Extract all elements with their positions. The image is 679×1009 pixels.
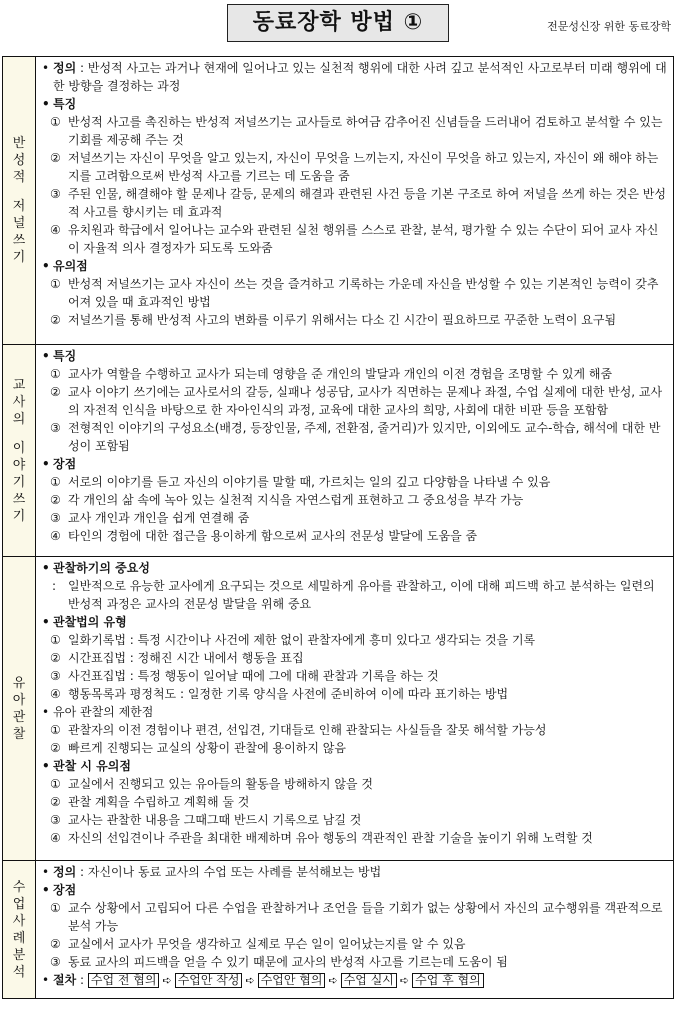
section-label xyxy=(3,557,36,861)
features-heading: • 특징 xyxy=(42,347,667,365)
list-item: ④ 유치원과 학급에서 일어나는 교수와 관련된 실천 행위를 스스로 관찰, 분석, 평가할 수 있는 수단이 되어 교사 자신이 자율적 의사 결정자가 되도록 도와줌 xyxy=(50,223,659,255)
list-item: ① 교사가 역할을 수행하고 교사가 되는데 영향을 준 개인의 발달과 개인의 이전 경험을 조명할 수 있게 해줌 xyxy=(50,367,613,381)
label-char: 쓰 xyxy=(12,491,26,507)
label-char: 석 xyxy=(12,964,26,980)
list-item: ④ 타인의 경험에 대한 접근을 용이하게 함으로써 교사의 전문성 발달에 도움을 줌 xyxy=(50,529,478,543)
label-char: 업 xyxy=(12,896,26,912)
cautions-heading: • 관찰 시 유의점 xyxy=(42,757,667,775)
section-reflective-journal xyxy=(3,57,674,345)
procedure xyxy=(42,971,667,990)
label-char: 관 xyxy=(12,709,26,725)
section-label xyxy=(3,57,36,345)
label-char: 수 xyxy=(12,879,26,895)
notes-heading: • 유의점 xyxy=(42,257,667,275)
procedure-sep: : xyxy=(80,973,85,987)
label-char: 찰 xyxy=(12,726,26,742)
definition-text: : 자신이나 동료 교사의 수업 또는 사례를 분석해보는 방법 xyxy=(80,865,382,879)
label-char: 유 xyxy=(12,675,26,691)
label-char: 아 xyxy=(12,692,26,708)
label-char: 저 xyxy=(12,199,26,214)
list-item: ① 일화기록법 : 특정 시간이나 사건에 제한 없이 관찰자에게 흥미 있다고 생각되는 것을 기록 xyxy=(50,633,536,647)
label-char: 사 xyxy=(12,394,26,410)
label-char: 교 xyxy=(12,377,26,393)
section-label xyxy=(3,861,36,999)
label-char: 기 xyxy=(12,250,26,265)
list-item: ③ 주된 인물, 해결해야 할 문제나 갈등, 문제의 해결과 관련된 사건 등을 기본 구조로 하여 저널을 쓰게 하는 것은 반성적 사고를 향시키는 데 효과적 xyxy=(50,187,666,219)
section-body xyxy=(36,345,674,557)
label-char: 반 xyxy=(12,136,26,151)
list-item: ② 저널쓰기는 자신이 무엇을 알고 있는지, 자신이 무엇을 느끼는지, 자신이 무엇을 하고 있는지, 자신이 왜 해야 하는지를 고려함으로써 반성적 사고를 기르는 데 도움을 줌 xyxy=(50,151,659,183)
procedure-step: 수업 실시 xyxy=(341,973,397,988)
label-char: 성 xyxy=(12,153,26,168)
definition-label: 정의 xyxy=(53,61,77,75)
procedure-step: 수업 전 협의 xyxy=(88,973,160,988)
importance-text: : 일반적으로 유능한 교사에게 요구되는 것으로 세밀하게 유아를 관찰하고, 이에 대해 피드백 하고 분석하는 일련의 반성적 과정은 교사의 전문성 발달을 위해 중요 xyxy=(52,579,655,611)
procedure-label: 절차 xyxy=(53,973,77,987)
label-char: 야 xyxy=(12,457,26,473)
list-item: ② 각 개인의 삶 속에 녹아 있는 실천적 지식을 자연스럽게 표현하고 그 중요성을 부각 가능 xyxy=(50,493,524,507)
label-char: 분 xyxy=(12,947,26,963)
list-item: ② 빠르게 진행되는 교실의 상황이 관찰에 용이하지 않음 xyxy=(50,741,346,755)
advantages-heading: • 장점 xyxy=(42,881,667,899)
content-table xyxy=(2,56,674,999)
list-item: ② 저널쓰기를 통해 반성적 사고의 변화를 이루기 위해서는 다소 긴 시간이 필요하므로 꾸준한 노력이 요구됨 xyxy=(50,313,617,327)
section-body xyxy=(36,557,674,861)
list-item: ① 반성적 사고를 촉진하는 반성적 저널쓰기는 교사들로 하여금 감추어진 신념들을 드러내어 검토하고 분석할 수 있는 기회를 제공해 주는 것 xyxy=(50,115,663,147)
section-teacher-story xyxy=(3,345,674,557)
list-item: ③ 사건표집법 : 특정 행동이 일어날 때에 그에 대해 관찰과 기록을 하는 것 xyxy=(50,669,439,683)
label-char: 쓰 xyxy=(12,233,26,248)
procedure-step: 수업안 협의 xyxy=(258,973,326,988)
arrow-icon: ➪ xyxy=(399,974,410,987)
arrow-icon: ➪ xyxy=(328,974,338,987)
definition-text: : 반성적 사고는 과거나 현재에 일어나고 있는 실천적 행위에 대한 사려 깊고 분석적인 사고로부터 미래 행위에 대한 방향을 결정하는 과정 xyxy=(53,61,667,93)
definition xyxy=(42,59,667,95)
list-item: ② 교실에서 교사가 무엇을 생각하고 실제로 무슨 일이 일어났는지를 알 수 있음 xyxy=(50,937,466,951)
label-char: 례 xyxy=(12,930,26,946)
list-item: ③ 동료 교사의 피드백을 얻을 수 있기 때문에 교사의 반성적 사고를 기르는데 도움이 됨 xyxy=(50,955,508,969)
list-item: ① 서로의 이야기를 듣고 자신의 이야기를 말할 때, 가르치는 일의 깊고 다양함을 나타낼 수 있음 xyxy=(50,475,551,489)
advantages-heading: • 장점 xyxy=(42,455,667,473)
list-item: ② 교사 이야기 쓰기에는 교사로서의 갈등, 실패나 성공담, 교사가 직면하는 문제나 좌절, 수업 실제에 대한 반성, 교사의 자전적 인식을 바탕으로 한 자아인식의 과정, 교육에 대한 교사의 희망, 사회에 대한 비판 등을 포함함 xyxy=(50,385,663,417)
procedure-step: 수업안 작성 xyxy=(175,973,243,988)
label-char: 적 xyxy=(12,170,26,185)
types-heading: • 관찰법의 유형 xyxy=(42,613,667,631)
limits-heading: • 유아 관찰의 제한점 xyxy=(42,703,667,721)
label-char: 이 xyxy=(12,440,26,456)
section-body xyxy=(36,861,674,999)
section-label xyxy=(3,345,36,557)
section-child-observation xyxy=(3,557,674,861)
label-char: 사 xyxy=(12,913,26,929)
document-subtitle: 전문성신장 위한 동료장학 xyxy=(547,20,671,33)
list-item: ③ 교사 개인과 개인을 쉽게 연결해 줌 xyxy=(50,511,250,525)
list-item: ④ 행동목록과 평정척도 : 일정한 기록 양식을 사전에 준비하여 이에 따라 표기하는 방법 xyxy=(50,687,509,701)
list-item: ① 반성적 저널쓰기는 교사 자신이 쓰는 것을 즐겨하고 기록하는 가운데 자신을 반성할 수 있는 기본적인 능력이 갖추어져 있을 때 효과적인 방법 xyxy=(50,277,659,309)
list-item: ② 관찰 계획을 수립하고 계획해 둘 것 xyxy=(50,795,250,809)
label-char: 기 xyxy=(12,474,26,490)
definition xyxy=(42,863,667,881)
document-header xyxy=(0,0,679,48)
list-item: ② 시간표집법 : 정해진 시간 내에서 행동을 표집 xyxy=(50,651,304,665)
section-lesson-case-analysis xyxy=(3,861,674,999)
importance-heading: • 관찰하기의 중요성 xyxy=(42,559,667,577)
list-item: ① 교실에서 진행되고 있는 유아들의 활동을 방해하지 않을 것 xyxy=(50,777,373,791)
list-item: ① 교수 상황에서 고립되어 다른 수업을 관찰하거나 조언을 들을 기회가 없는 상황에서 자신의 교수행위를 객관적으로 분석 가능 xyxy=(50,901,663,933)
list-item: ④ 자신의 선입견이나 주관을 최대한 배제하며 유아 행동의 객관적인 관찰 기술을 높이기 위해 노력할 것 xyxy=(50,831,593,845)
arrow-icon: ➪ xyxy=(245,974,255,987)
list-item: ③ 전형적인 이야기의 구성요소(배경, 등장인물, 주제, 전환점, 줄거리)가 있지만, 이외에도 교수-학습, 해석에 대한 반성이 포함됨 xyxy=(50,421,661,453)
list-item: ③ 교사는 관찰한 내용을 그때그때 반드시 기록으로 남길 것 xyxy=(50,813,362,827)
section-body xyxy=(36,57,674,345)
label-char: 의 xyxy=(12,411,26,427)
features-heading: • 특징 xyxy=(42,95,667,113)
label-char: 기 xyxy=(12,508,26,524)
procedure-step: 수업 후 협의 xyxy=(412,973,484,988)
definition-label: 정의 xyxy=(53,865,77,879)
label-char: 널 xyxy=(12,216,26,231)
arrow-icon: ➪ xyxy=(162,974,172,987)
document-title: 동료장학 방법 ① xyxy=(227,4,449,42)
list-item: ① 관찰자의 이전 경험이나 편견, 선입견, 기대들로 인해 관찰되는 사실들을 잘못 해석할 가능성 xyxy=(50,723,547,737)
